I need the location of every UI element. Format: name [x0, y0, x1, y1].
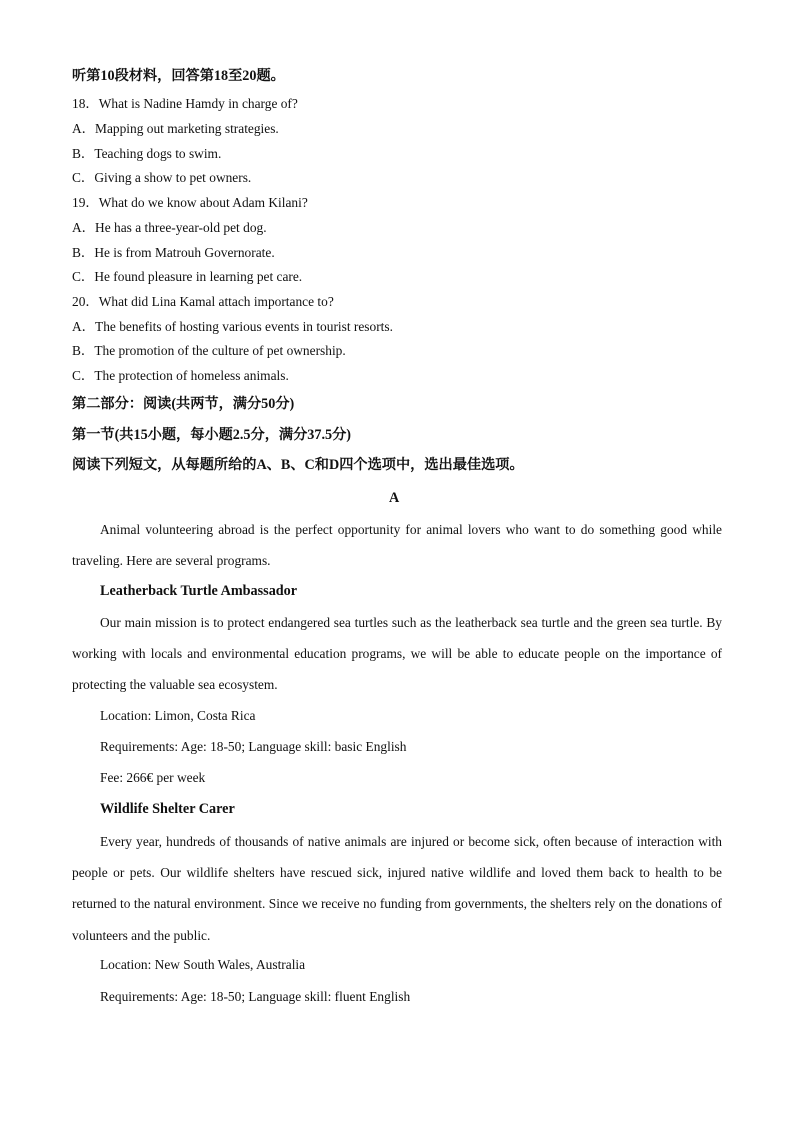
program-1-title: Leatherback Turtle Ambassador	[100, 583, 298, 599]
program-1-description	[72, 607, 722, 701]
reading-instruction: 阅读下列短文，从每题所给的A、B、C和D四个选项中，选出最佳选项。	[72, 457, 524, 473]
question-18-option-c: C．Giving a show to pet owners.	[72, 170, 252, 185]
question-20-option-c: C．The protection of homeless animals.	[72, 368, 289, 383]
question-20-option-b: B．The promotion of the culture of pet ownership.	[72, 343, 346, 358]
program-1-fee: Fee: 266€ per week	[100, 770, 206, 785]
program-1-location: Location: Limon, Costa Rica	[100, 708, 256, 723]
program-1-requirements: Requirements: Age: 18-50; Language skill: basic English	[100, 739, 407, 754]
passage-intro	[72, 514, 722, 576]
program-2-title: Wildlife Shelter Carer	[100, 801, 235, 817]
reading-section-heading: 第一节(共15小题，每小题2.5分，满分37.5分)	[72, 427, 352, 443]
passage-label: A	[389, 490, 400, 506]
question-20-stem: 20．What did Lina Kamal attach importance to?	[72, 294, 334, 309]
program-1-description-text: Our main mission is to protect endangered sea turtles such as the leatherback sea turtle and the green sea turtle. By working with locals and environmental education programs, we will be able to educate people on the importance of protecting the valuable sea ecosystem.	[72, 615, 722, 693]
reading-part-heading: 第二部分：阅读(共两节，满分50分)	[72, 396, 295, 412]
question-19-option-b: B．He is from Matrouh Governorate.	[72, 245, 275, 260]
question-19-stem: 19．What do we know about Adam Kilani?	[72, 195, 308, 210]
program-2-requirements: Requirements: Age: 18-50; Language skill: fluent English	[100, 989, 411, 1004]
question-19-option-c: C．He found pleasure in learning pet care.	[72, 269, 303, 284]
question-18-option-b: B．Teaching dogs to swim.	[72, 146, 222, 161]
question-20-option-a: A．The benefits of hosting various events in tourist resorts.	[72, 319, 393, 334]
question-18-option-a: A．Mapping out marketing strategies.	[72, 121, 279, 136]
program-2-location: Location: New South Wales, Australia	[100, 957, 306, 972]
listening-heading: 听第10段材料，回答第18至20题。	[72, 68, 285, 84]
question-18-stem: 18．What is Nadine Hamdy in charge of?	[72, 96, 298, 111]
passage-intro-text: Animal volunteering abroad is the perfect opportunity for animal lovers who want to do something good while traveling. Here are several programs.	[72, 522, 722, 569]
program-2-description	[72, 826, 722, 951]
program-2-description-text: Every year, hundreds of thousands of native animals are injured or become sick, often because of interaction with people or pets. Our wildlife shelters have rescued sick, injured native wildlife and loved them back to health to be returned to the natural environment. Since we receive no funding from governments, the shelters rely on the donations of volunteers and the public.	[72, 834, 722, 943]
question-19-option-a: A．He has a three-year-old pet dog.	[72, 220, 267, 235]
